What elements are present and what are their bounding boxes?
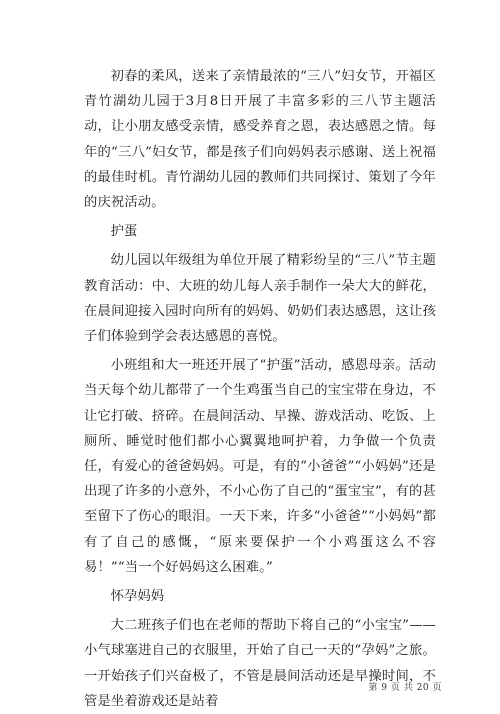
intro-paragraph: 初春的柔风，送来了亲情最浓的“三八”妇女节，开福区青竹湖幼儿园于3月8日开展了丰富多彩的三八节主题活动，让小朋友感受亲情，感受养育之恩，表达感恩之情。每年的“三八”妇女节，都是孩子们向妈妈表示感谢、送上祝福的最佳时机。青竹湖幼儿园的教师们共同探讨、策划了今年的庆祝活动。 [84,69,436,211]
protect-egg-paragraph: 小班组和大一班还开展了“护蛋”活动，感恩母亲。活动当天每个幼儿都带了一个生鸡蛋当自己的宝宝带在身边，不让它打破、挤碎。在晨间活动、早操、游戏活动、吃饭、上厕所、睡觉时他们都小心翼翼地呵护着，力争做一个负责任，有爱心的爸爸妈妈。可是，有的“小爸爸”“小妈妈”还是出现了许多的小意外，不小心伤了自己的“蛋宝宝”，有的甚至留下了伤心的眼泪。一天下来，许多“小爸爸”“小妈妈”都有了自己的感慨，“原来要保护一个小鸡蛋这么不容易！”“当一个好妈妈这么困难。” [84,358,436,575]
footer-total-pages: 20 [416,683,430,693]
footer-current-page: 9 [381,683,388,693]
footer-middle: 页 共 [390,683,414,693]
footer-suffix: 页 [432,683,442,693]
page-footer [368,680,442,693]
document-body [84,64,436,714]
section-heading-protect-egg: 护蛋 [110,224,138,240]
pregnant-mother-paragraph: 大二班孩子们也在老师的帮助下将自己的“小宝宝”——小气球塞进自己的衣服里，开始了自己一天的“孕妈”之旅。一开始孩子们兴奋极了，不管是晨间活动还是早操时间，不管是坐着游戏还是站着 [84,618,436,709]
section-heading-pregnant-mother: 怀孕妈妈 [110,589,165,605]
footer-prefix: 第 [368,683,378,693]
activity-paragraph: 幼儿园以年级组为单位开展了精彩纷呈的“三八”节主题教育活动：中、大班的幼儿每人亲手制作一朵大大的鲜花，在晨间迎接入园时向所有的妈妈、奶奶们表达感恩，这让孩子们体验到学会表达感恩的喜悦。 [84,253,436,345]
